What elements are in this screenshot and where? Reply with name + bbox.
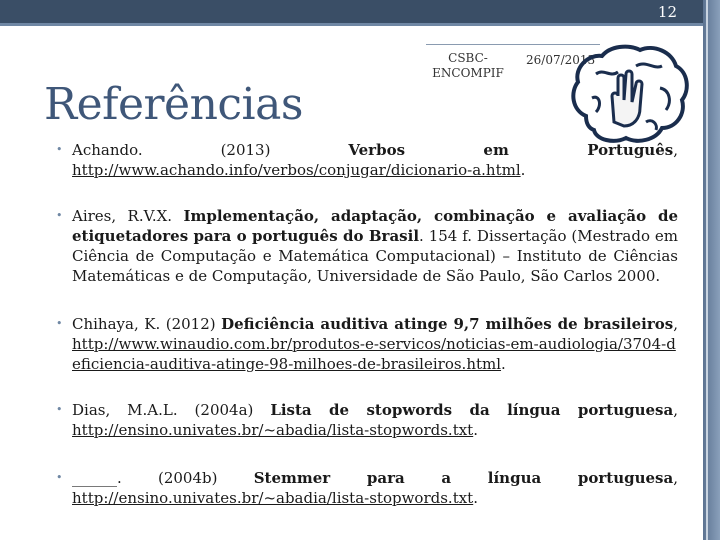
reference-item — [56, 468, 678, 508]
top-bar-accent — [0, 23, 703, 26]
reference-line-1 — [72, 468, 678, 488]
reference-item — [56, 314, 678, 374]
reference-author: Aires, R.V.X. — [72, 207, 184, 225]
reference-suffix: . — [501, 355, 506, 373]
reference-suffix: . — [473, 421, 478, 439]
reference-title: Implementação, adaptação, combinação e avaliação de etiquetadores para o português do Brasil — [72, 207, 678, 245]
bullet-icon: • — [56, 471, 63, 484]
reference-author: Dias, M.A.L. (2004a) — [72, 401, 271, 419]
reference-title: Stemmer para a língua portuguesa — [253, 469, 674, 487]
reference-link[interactable]: http://ensino.univates.br/~abadia/lista-stopwords.txt — [72, 421, 474, 439]
reference-title: Lista de stopwords da língua portuguesa — [270, 401, 674, 419]
reference-item — [56, 206, 678, 286]
reference-line-1 — [72, 140, 678, 160]
reference-separator: , — [673, 141, 678, 159]
reference-separator: , — [673, 469, 678, 487]
reference-line-1 — [72, 400, 678, 420]
bullet-icon: • — [56, 403, 63, 416]
reference-suffix: . — [473, 489, 478, 507]
reference-link[interactable]: http://ensino.univates.br/~abadia/lista-stopwords.txt — [72, 489, 474, 507]
reference-item — [56, 400, 678, 440]
slide-number: 12 — [657, 3, 677, 21]
brain-hand-logo — [566, 44, 690, 148]
reference-title: Deficiência auditiva atinge 9,7 milhões de brasileiros — [221, 315, 674, 333]
reference-link[interactable]: http://www.achando.info/verbos/conjugar/dicionario-a.html — [72, 161, 521, 179]
reference-details: . 154 f. Dissertação (Mestrado em Ciência de Computação e Matemática Computacional) – Instituto de Ciências Matemáticas e de Computação, Universidade de São Paulo, São Carlos 2000. — [72, 227, 678, 285]
bullet-icon: • — [56, 317, 63, 330]
reference-link[interactable]: http://www.winaudio.com.br/produtos-e-servicos/noticias-em-audiologia/3704-deficiencia-auditiva-atinge-98-milhoes-de-brasileiros.html — [72, 335, 676, 373]
bullet-icon: • — [56, 209, 63, 222]
header-org: CSBC-ENCOMPIF — [432, 51, 504, 80]
page-title: Referências — [44, 79, 303, 130]
reference-separator: , — [673, 315, 678, 333]
side-bar — [703, 0, 720, 540]
bullet-icon: • — [56, 143, 63, 156]
reference-author: Achando. (2013) — [72, 141, 349, 159]
reference-separator: , — [673, 401, 678, 419]
reference-author: ______. (2004b) — [72, 469, 254, 487]
top-bar — [0, 0, 703, 26]
reference-item — [56, 140, 678, 180]
header-date: 26/07/2013 — [526, 53, 596, 67]
hand-sign — [612, 71, 642, 126]
reference-title: Verbos em Português — [348, 141, 674, 159]
reference-suffix: . — [520, 161, 526, 179]
reference-author: Chihaya, K. (2012) — [72, 315, 222, 333]
